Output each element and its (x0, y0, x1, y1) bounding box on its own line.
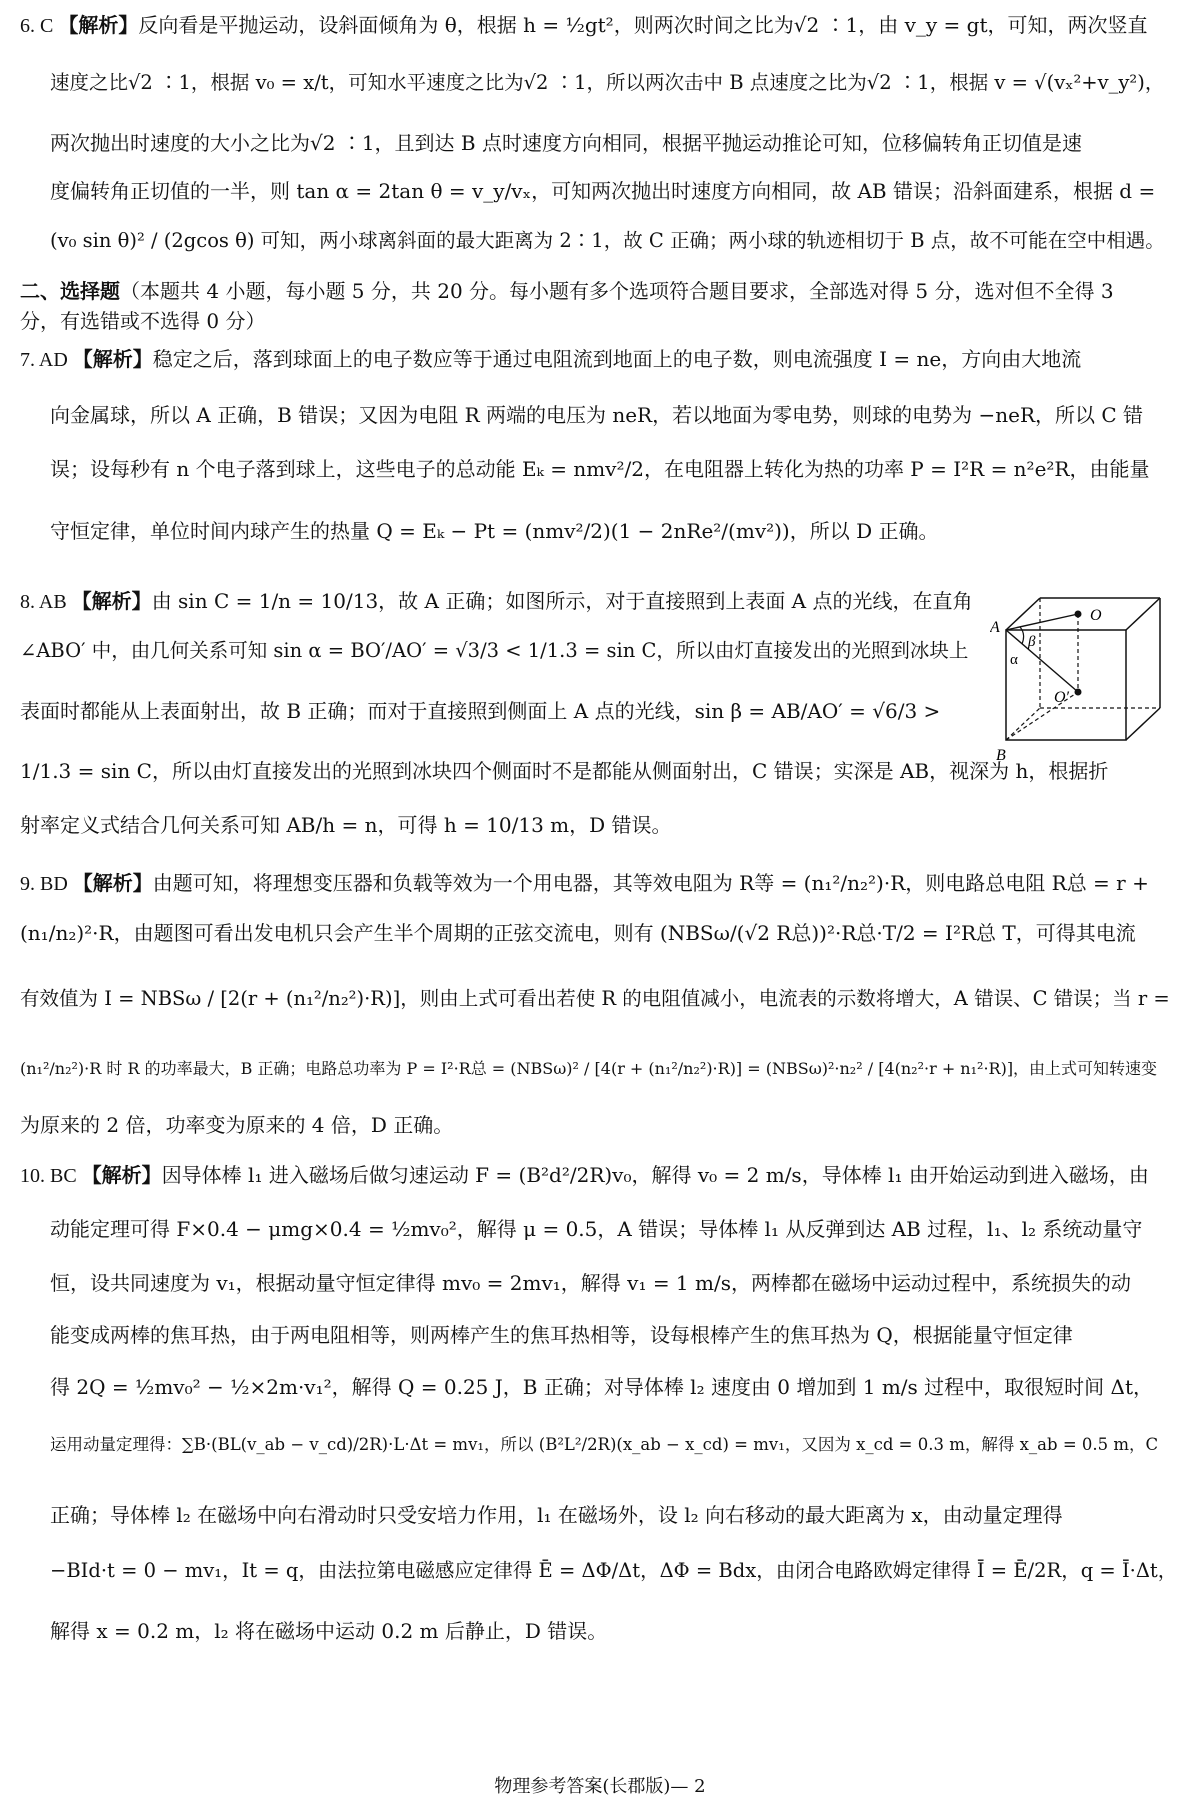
q7-line (50, 516, 939, 546)
section-heading (20, 276, 1114, 306)
q7-line (50, 400, 1143, 430)
question-number: 6. C (20, 15, 59, 37)
answer-text: 稳定之后，落到球面上的电子数应等于通过电阻流到地面上的电子数，则电流强度 I = ne，方向由大地流 (152, 347, 1082, 371)
answer-text: 正确；导体棒 l₂ 在磁场中向右滑动时只受安培力作用，l₁ 在磁场外，设 l₂ 向右移动的最大距离为 x，由动量定理得 (50, 1503, 1063, 1527)
q10-line (50, 1372, 1153, 1402)
answer-text: 因导体棒 l₁ 进入磁场后做匀速运动 F = (B²d²/2R)v₀，解得 v₀ = 2 m/s，导体棒 l₁ 由开始运动到进入磁场，由 (161, 1163, 1149, 1187)
figure-label-o: O (1090, 607, 1102, 624)
q6-line (50, 176, 1155, 206)
q6-line (50, 128, 1082, 158)
answer-text: 表面时都能从上表面射出，故 B 正确；而对于直接照到侧面上 A 点的光线，sin β = AB/AO′ = √6/3 > (20, 699, 941, 723)
q9-line (20, 918, 1136, 948)
page-footer: 物理参考答案(长郡版)— 2 (494, 1776, 706, 1797)
q8-line (20, 696, 940, 726)
q6-line (50, 226, 1165, 256)
q10-line (20, 1160, 1149, 1191)
answer-text: 误；设每秒有 n 个电子落到球上，这些电子的总动能 Eₖ = nmv²/2，在电阻器上转化为热的功率 P = I²R = n²e²R，由能量 (50, 457, 1150, 481)
q10-line (50, 1320, 1073, 1350)
q8-line (20, 810, 672, 840)
figure-label-o-prime: O′ (1054, 689, 1070, 706)
q10-line (50, 1268, 1131, 1298)
answer-text: 由 sin C = 1/n = 10/13，故 A 正确；如图所示，对于直接照到上表面 A 点的光线，在直角 (151, 589, 973, 613)
section-rules: （本题共 4 小题，每小题 5 分，共 20 分。每小题有多个选项符合题目要求，全部选对得 5 分，选对但不全得 3 (120, 279, 1114, 303)
q6-line (20, 10, 1148, 41)
answer-text: 射率定义式结合几何关系可知 AB/h = n，可得 h = 10/13 m，D 错误。 (20, 813, 672, 837)
answer-text: 两次抛出时速度的大小之比为√2 ∶1，且到达 B 点时速度方向相同，根据平抛运动推论可知，位移偏转角正切值是速 (50, 131, 1082, 155)
question-number: 10. BC (20, 1165, 82, 1187)
analysis-tag: 【解析】 (81, 1163, 162, 1187)
question-number: 9. BD (20, 873, 73, 895)
question-number: 8. AB (20, 591, 72, 613)
analysis-tag: 【解析】 (71, 589, 152, 613)
answer-text: 反向看是平抛运动，设斜面倾角为 θ，根据 h = ½gt²，则两次时间之比为√2 ∶1，由 v_y = gt，可知，两次竖直 (138, 13, 1148, 37)
answer-text: 运用动量定理得：∑B·(BL(v_ab − v_cd)/2R)·L·Δt = mv₁，所以 (B²L²/2R)(x_ab − x_cd) = mv₁，又因为 x_cd = 0.3 m，解得 x_ab = 0.5 m，C (50, 1435, 1159, 1454)
section-title: 二、选择题 (20, 279, 120, 303)
q7-line (50, 454, 1150, 484)
answer-text: (v₀ sin θ)² / (2gcos θ) 可知，两小球离斜面的最大距离为 2∶1，故 C 正确；两小球的轨迹相切于 B 点，故不可能在空中相遇。 (50, 229, 1165, 252)
ice-cube-figure (990, 586, 1190, 771)
figure-label-alpha: α (1010, 652, 1018, 668)
answer-text: 得 2Q = ½mv₀² − ½×2m·v₁²，解得 Q = 0.25 J，B 正确；对导体棒 l₂ 速度由 0 增加到 1 m/s 过程中，取很短时间 Δt， (50, 1375, 1153, 1399)
answer-text: 恒，设共同速度为 v₁，根据动量守恒定律得 mv₀ = 2mv₁，解得 v₁ = 1 m/s，两棒都在磁场中运动过程中，系统损失的动 (50, 1271, 1131, 1295)
section-rules-cont: 分，有选错或不选得 0 分） (20, 309, 266, 333)
answer-text: 速度之比√2 ∶1，根据 v₀ = x/t，可知水平速度之比为√2 ∶1，所以两次击中 B 点速度之比为√2 ∶1，根据 v = √(vₓ²+v_y²)， (50, 71, 1165, 94)
answer-text: (n₁²/n₂²)·R 时 R 的功率最大，B 正确；电路总功率为 P = I²·R总 = (NBSω)² / [4(r + (n₁²/n₂²)·R)] = (NBSω)²·n₂² / [4(n₂²·r + n₁²·R)]，由上式可知转速变 (20, 1059, 1158, 1078)
q10-line (50, 1430, 1158, 1460)
question-number: 7. AD (20, 349, 73, 371)
q8-line (20, 636, 968, 666)
q8-line (20, 756, 1108, 786)
answer-text: 有效值为 I = NBSω / [2(r + (n₁²/n₂²)·R)]，则由上式可看出若使 R 的电阻值减小，电流表的示数将增大，A 错误、C 错误；当 r = (20, 987, 1170, 1010)
q10-line (50, 1214, 1142, 1244)
q8-line (20, 586, 973, 617)
answer-text: 1/1.3 = sin C，所以由灯直接发出的光照到冰块四个侧面时不是都能从侧面射出，C 错误；实深是 AB，视深为 h，根据折 (20, 759, 1109, 783)
analysis-tag: 【解析】 (72, 871, 153, 895)
answer-text: 度偏转角正切值的一半，则 tan α = 2tan θ = v_y/vₓ，可知两次抛出时速度方向相同，故 AB 错误；沿斜面建系，根据 d = (50, 179, 1156, 203)
answer-text: 向金属球，所以 A 正确，B 错误；又因为电阻 R 两端的电压为 neR，若以地面为零电势，则球的电势为 −neR，所以 C 错 (50, 403, 1144, 427)
figure-label-beta: β (1028, 634, 1036, 650)
q10-line (50, 1556, 1177, 1586)
answer-text: (n₁/n₂)²·R，由题图可看出发电机只会产生半个周期的正弦交流电，则有 (NBSω/(√2 R总))²·R总·T/2 = I²R总 T，可得其电流 (20, 921, 1136, 945)
answer-text: 能变成两棒的焦耳热，由于两电阻相等，则两棒产生的焦耳热相等，设每根棒产生的焦耳热为 Q，根据能量守恒定律 (50, 1323, 1073, 1347)
answer-text: −BId·t = 0 − mv₁，It = q，由法拉第电磁感应定律得 Ē = ΔΦ/Δt，ΔΦ = Bdx，由闭合电路欧姆定律得 Ī = Ē/2R，q = Ī·Δt， (50, 1559, 1178, 1582)
analysis-tag: 【解析】 (58, 13, 139, 37)
q9-line (20, 984, 1170, 1014)
q9-line (20, 1110, 453, 1140)
q10-line (50, 1616, 607, 1646)
analysis-tag: 【解析】 (72, 347, 153, 371)
figure-label-a: A (990, 619, 1000, 636)
answer-text: 守恒定律，单位时间内球产生的热量 Q = Eₖ − Pt = (nmv²/2)(1 − 2nRe²/(mv²))，所以 D 正确。 (50, 519, 939, 543)
q10-line (50, 1500, 1063, 1530)
answer-text: 解得 x = 0.2 m，l₂ 将在磁场中运动 0.2 m 后静止，D 错误。 (50, 1619, 608, 1643)
figure-label-b: B (996, 747, 1006, 764)
answer-text: 为原来的 2 倍，功率变为原来的 4 倍，D 正确。 (20, 1113, 454, 1137)
answer-text: 动能定理可得 F×0.4 − μmg×0.4 = ½mv₀²，解得 μ = 0.5，A 错误；导体棒 l₁ 从反弹到达 AB 过程，l₁、l₂ 系统动量守 (50, 1217, 1143, 1241)
q9-line (20, 868, 1149, 899)
q6-line (50, 68, 1164, 98)
q7-line (20, 344, 1081, 375)
q9-line (20, 1054, 1157, 1084)
answer-text: 由题可知，将理想变压器和负载等效为一个用电器，其等效电阻为 R等 = (n₁²/n₂²)·R，则电路总电阻 R总 = r + (152, 871, 1149, 895)
answer-text: ∠ABO′ 中，由几何关系可知 sin α = BO′/AO′ = √3/3 < 1/1.3 = sin C，所以由灯直接发出的光照到冰块上 (20, 639, 969, 662)
